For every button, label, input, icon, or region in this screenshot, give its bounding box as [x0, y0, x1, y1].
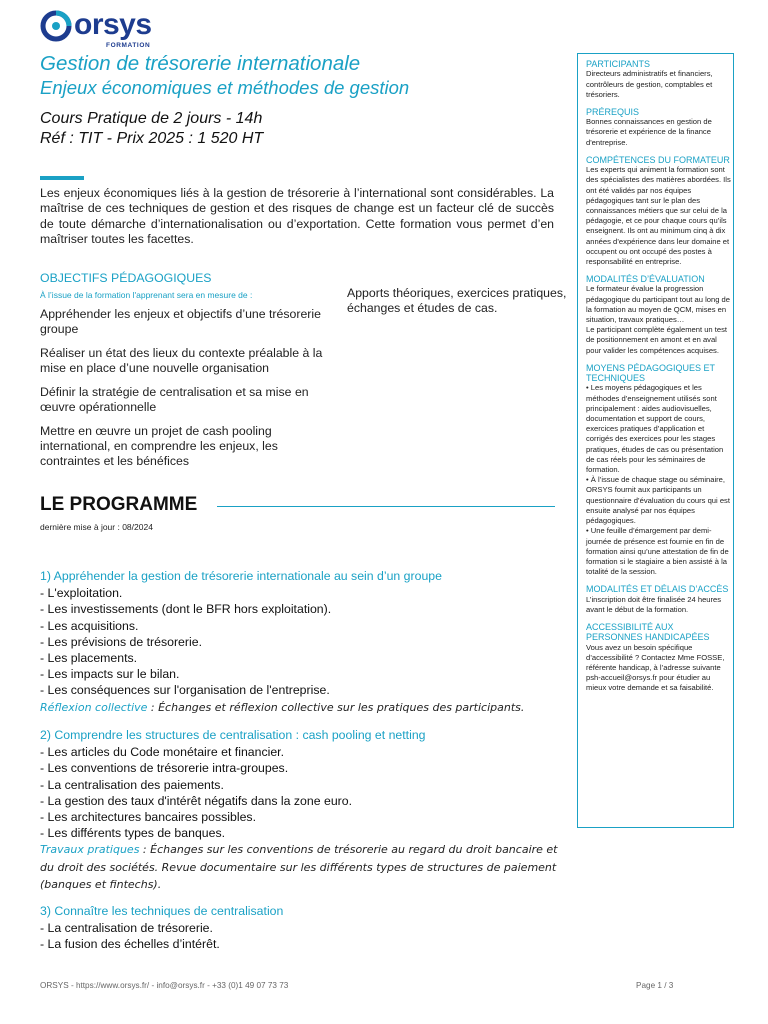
section-item: - Les acquisitions.: [40, 618, 139, 633]
course-reference-price: Réf : TIT - Prix 2025 : 1 520 HT: [40, 130, 264, 147]
section-item: - Les placements.: [40, 651, 138, 666]
sidebar-text: Directeurs administratifs et financiers, contrôleurs de gestion, comptables et trésoriers.: [586, 69, 713, 99]
section-item: - Les conventions de trésorerie intra-groupes.: [40, 761, 289, 776]
section-title: 3) Connaître les techniques de centralisation: [40, 904, 284, 918]
sidebar-teaching-means: [586, 363, 731, 577]
section-item: - La fusion des échelles d’intérêt.: [40, 937, 220, 952]
footer-contact: ORSYS - https://www.orsys.fr/ - info@orsys.fr - +33 (0)1 49 07 73 73: [40, 981, 289, 990]
orsys-logo: [40, 8, 180, 49]
programme-section-3: [40, 903, 560, 953]
section-title: 1) Appréhender la gestion de trésorerie internationale au sein d’un groupe: [40, 569, 442, 583]
programme-updated: dernière mise à jour : 08/2024: [40, 522, 153, 532]
activity-label: Travaux pratiques: [40, 843, 140, 857]
section-item: - Les prévisions de trésorerie.: [40, 634, 202, 649]
section-item: - L'exploitation.: [40, 586, 123, 601]
course-title: Gestion de trésorerie internationale: [40, 52, 361, 75]
activity-text: : Échanges et réflexion collective sur les pratiques des participants.: [147, 700, 525, 714]
objective-item: Réaliser un état des lieux du contexte préalable à la mise en place d’une nouvelle organisation: [40, 346, 323, 376]
sidebar-text: Bonnes connaissances en gestion de trésorerie et expérience de la finance d'entreprise.: [586, 117, 712, 147]
objective-item: Appréhender les enjeux et objectifs d’une trésorerie groupe: [40, 307, 321, 337]
sidebar-heading: MODALITÉS D’ÉVALUATION: [586, 274, 705, 285]
info-sidebar: [577, 53, 734, 828]
section-activity-note: [40, 699, 560, 716]
activity-label: Réflexion collective: [40, 700, 148, 714]
section-item: - Les conséquences sur l'organisation de l'entreprise.: [40, 683, 330, 698]
intro-paragraph: Les enjeux économiques liés à la gestion de trésorerie à l’international sont considérables. La maîtrise de ces techniques de gestion et des risques de change est un facteur clé de succès de toute démarche d’internationalisation ou d’exportation. Cette formation vous permet d’en maîtriser toutes les facettes.: [40, 186, 554, 247]
programme-section-1: [40, 568, 560, 716]
section-item: - Les impacts sur le bilan.: [40, 667, 180, 682]
programme-divider: [217, 506, 555, 507]
sidebar-text: Vous avez un besoin spécifique d’accessibilité ? Contactez Mme FOSSE, référente handicap, à l’adresse suivante psh-accueil@orsys.fr pour étudier au mieux votre demande et sa faisabilité.: [586, 642, 725, 693]
sidebar-access: [586, 584, 731, 615]
page-number: Page 1 / 3: [636, 981, 674, 990]
logo-wordmark: orsys: [74, 8, 152, 41]
objectives-list: [40, 307, 330, 478]
sidebar-heading: PRÉREQUIS: [586, 106, 640, 117]
sidebar-trainer-skills: [586, 155, 731, 267]
section-item: - La centralisation de trésorerie.: [40, 921, 213, 936]
course-duration: Cours Pratique de 2 jours - 14h: [40, 110, 263, 127]
sidebar-text: L’inscription doit être finalisée 24 heures avant le début de la formation.: [586, 594, 722, 614]
objectives-heading: OBJECTIFS PÉDAGOGIQUES: [40, 271, 212, 285]
teaching-methods: Apports théoriques, exercices pratiques, échanges et études de cas.: [347, 286, 567, 316]
sidebar-text: • Les moyens pédagogiques et les méthodes d’enseignement utilisés sont principalement : aides audiovisuelles, documentation et support de cours, exercices pratiques d’application et corrigés des exercices pour les stages pratiques, études de cas ou présentation de cas réels pour les séminaires de formation. • À l’issue de chaque stage ou séminaire, ORSYS fournit aux participants un questionnaire d’évaluation du cours qui est ensuite analysé par nos équipes pédagogiques. • Une feuille d’émargement par demi-journée de présence est fournie en fin de formation ainsi qu’une attestation de fin de formation si le stagiaire a bien assisté à la totalité de la session.: [586, 383, 730, 577]
sidebar-heading: ACCESSIBILITÉ AUX PERSONNES HANDICAPÉES: [586, 622, 710, 643]
objective-item: Définir la stratégie de centralisation et sa mise en œuvre opérationnelle: [40, 385, 309, 415]
sidebar-evaluation: [586, 274, 731, 356]
accent-divider: [40, 176, 84, 180]
sidebar-heading: PARTICIPANTS: [586, 59, 651, 69]
section-item: - Les architectures bancaires possibles.: [40, 810, 256, 825]
programme-heading: LE PROGRAMME: [40, 494, 198, 515]
section-item: - La gestion des taux d'intérêt négatifs dans la zone euro.: [40, 793, 353, 808]
sidebar-heading: MOYENS PÉDAGOGIQUES ET TECHNIQUES: [586, 362, 715, 384]
sidebar-heading: COMPÉTENCES DU FORMATEUR: [586, 154, 730, 165]
logo-tagline: FORMATION: [106, 42, 151, 49]
section-item: - Les différents types de banques.: [40, 826, 226, 841]
activity-text: : Échanges sur les conventions de trésorerie au regard du droit bancaire et du droit des sociétés. Revue documentaire sur les différents types de structures de paiement (banques et fintechs).: [40, 843, 558, 891]
section-activity-note: [40, 841, 560, 893]
sidebar-text: Le formateur évalue la progression pédagogique du participant tout au long de la formation au moyen de QCM, mises en situation, travaux pratiques… Le participant complète également un test de positionnement en amont et en aval pour valider les compétences acquises.: [586, 284, 730, 355]
sidebar-participants: [586, 59, 731, 100]
objectives-subheading: À l’issue de la formation l'apprenant sera en mesure de :: [40, 290, 253, 300]
course-subtitle: Enjeux économiques et méthodes de gestion: [40, 77, 410, 98]
orsys-swirl-icon: [40, 10, 72, 42]
section-item: - Les investissements (dont le BFR hors exploitation).: [40, 602, 332, 617]
section-item: - La centralisation des paiements.: [40, 777, 224, 792]
sidebar-prerequisites: [586, 107, 731, 148]
programme-section-2: [40, 727, 560, 893]
section-item: - Les articles du Code monétaire et financier.: [40, 745, 285, 760]
sidebar-accessibility: [586, 622, 731, 694]
objective-item: Mettre en œuvre un projet de cash pooling international, en comprendre les enjeux, les contraintes et les bénéfices: [40, 424, 278, 469]
sidebar-text: Les experts qui animent la formation sont des spécialistes des matières abordées. Ils ont été validés par nos équipes pédagogiques tant sur le plan des connaissances métiers que sur celui de la pédagogie, et ce pour chaque cours qu’ils enseignent. Ils ont au minimum cinq à dix années d’expérience dans leur domaine et occupent ou ont occupé des postes à responsabilité en entreprise.: [586, 165, 731, 266]
sidebar-heading: MODALITÉS ET DÉLAIS D’ACCÈS: [586, 584, 729, 595]
section-title: 2) Comprendre les structures de centralisation : cash pooling et netting: [40, 728, 426, 742]
